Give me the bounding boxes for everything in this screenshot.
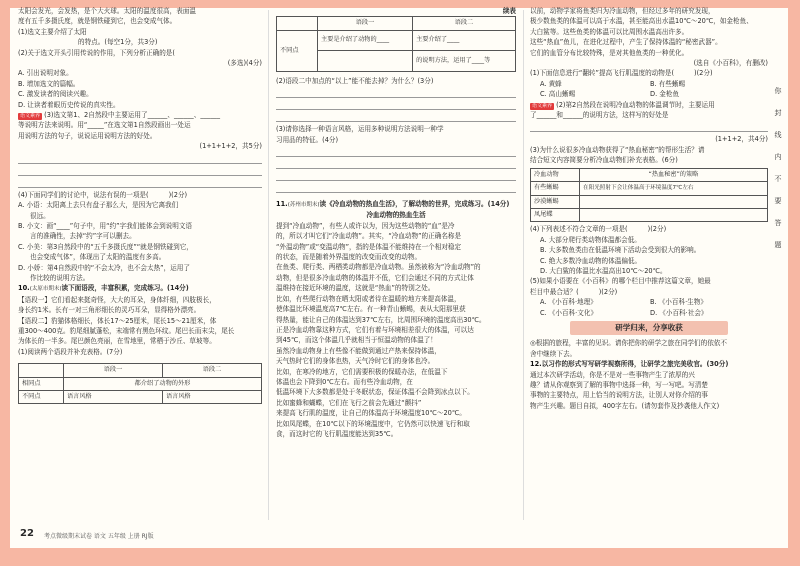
continued-table: 语段一 语段二 不同点 主要是介绍了动物的____ 主要介绍了____ 的说明方法，运用了____等 [276,16,516,71]
question-2: (2)关于选文开头引用传说的作用，下列分析正确的是( [18,48,175,57]
option: B. 小文：画“____”句子中，用“约”字我们能体会到说明文语 [18,221,193,230]
option: B. 增加选文的篇幅。 [18,79,80,88]
column-1 [18,6,262,404]
option: A. 大部分爬行类动物体温都会低。 [540,235,641,244]
question-3-cont: 等说明方法来说明。用“_____”在选文第1自然段画出一处运 [18,121,191,130]
article-title: 冷血动物的热血生活 [366,211,426,220]
segment-2: 重300～400克。豹尾细腻蓬松，末端常有黑色环纹。尾巴长而末尖，尾长 [18,326,235,335]
option: D. 大白鲨的体温比水温高出10℃～20℃。 [540,266,667,275]
answer-line[interactable] [276,112,516,122]
column-divider [268,10,269,520]
article-para: 的，所以才叫它们“冷血动物”。其实，“冷血动物”的正确名称是 [276,232,462,241]
article-para: 大白鲨等。这些鱼类的体温可以比周围水温高出许多。 [530,27,689,36]
option-row: A. 黄蜂 B. 有些蜥蜴 [540,79,686,88]
option: 言的准确性，去掉“约”字可以删去。 [30,232,136,241]
question-2: (2)语段二中加点的“以上”能不能去掉？为什么？(3分) [276,76,434,85]
answer-line[interactable] [530,122,768,132]
strategy-table: 冷血动物 “热血秘密”的策略 有些蜥蜴 在阳光照射下会让体温高于环境温度7℃左右 沙漠蜥蜴 凤尾蝶 [530,168,768,223]
option: 作比较的说明方法。 [30,273,90,282]
intro-line: 度有五千多摄氏度，就是钢铁碰到它，也会变成气体。 [18,17,177,26]
segment-2: 【语段二】豹猫体格细长，体长17～25厘米，尾长15～21厘米，体 [18,316,217,325]
option: D. 小娇：第4自然段中的“不会太冷，也不会太热”，运用了 [18,263,190,272]
article-para: 体温也会下降到0℃左右。而有些冷血动物，在 [276,377,413,386]
question-1: (1)下面信息进行“翻转”提高飞行肌温度的动物是( )(2分) [530,69,713,78]
option: A. 引出说明对象。 [18,69,73,78]
question-3: (3)请你选择一种语言风格，运用多种说明方法说明一种学 [276,125,444,134]
answer-line[interactable] [276,159,516,169]
article-para: 比如蜜蜂和蝴蝶，它们在飞行之前会先通过“颤抖” [276,398,422,407]
article-para: 使体温比环境温度高7℃左右。有一种青山蜥蜴，表从太阳那里获 [276,305,466,314]
question-3-cont: 结合短文内容简要分析冷血动物们补充表格。(6分) [530,156,678,165]
article-para: 动物，但是很多冷血动物的体温并不低，它们会通过不同的方式让体 [276,273,474,282]
question-11: 11.(苏州市期末)读《冷血动物的热血生活》，了解动物的世界，完成练习。(14分) [276,200,510,209]
answer-line[interactable] [18,178,262,188]
option: C. 小美：第3自然段中的“五千多摄氏度”“就是钢铁碰到它， [18,242,193,251]
question-3: (3)为什么说很多冷血动物获得了“热血秘密”的帮形生活？请 [530,145,705,154]
question-10: 10.(太原市期末)读下面语段，丰富积累，完成练习。(14分) [18,284,189,293]
question-2-cont: 了______和______的说明方法，这样写的好处是 [530,111,669,120]
segment-1: 【语段一】它们看起来挺奇怪，大大的耳朵，身体纤细，四肢极长， [18,295,216,304]
article-para: 得热量，能让自己的体温达到37℃左右，比周围环境的温度高出30℃。 [276,315,486,324]
article-para: “外温动物”或“变温动物”，指的是体温不能维持在一个相对稳定 [276,242,462,251]
question-5: (5)如果小语要在《小百科》的哪个栏目中推荐这篇文章，她最 [530,277,711,286]
answer-line[interactable] [18,154,262,164]
question-1-cont: 的特点。(每空1分，共3分) [78,38,158,47]
answer-line[interactable] [276,171,516,181]
option: A. 小语：太阳离上去只有盘子那么大，是因为它离我们 [18,201,179,210]
option: C. 激发读者的阅读兴趣。 [18,90,93,99]
question-2: 语文素养 (2)第2自然段在说明冷血动物的体温调节时，主要运用 [532,100,715,109]
answer-line[interactable] [276,183,516,193]
article-para: 天气热时它们的身体也热，天气冷时它们的身体也冷。 [276,357,435,366]
option: D. 让读者着眼历史传说的真实性。 [18,100,120,109]
option: C. 绝大多数冷血动物的体温偏低。 [540,256,642,265]
option-row: C. 《小百科·文化》 D. 《小百科·社会》 [540,308,708,317]
question-2-cont: (多选)(4分) [227,59,262,68]
binding-margin-notice: 你 封 线 内 不 要 答 题 [774,87,782,249]
article-para: 比如，在寒冷的地方，它们需要积极的保暖办法，在低温下 [276,367,448,376]
question-4: (4)下面同学们的讨论中，说法有误的一项是( )(2分) [18,190,188,199]
option-row: C. 高山蜥蜴 D. 金枪鱼 [540,90,680,99]
article-para: 正是冷血动物靠这种方式，它们有着与环境相差很大的体温，可以达 [276,325,474,334]
score-note: (1+1+2，共4分) [715,135,768,144]
banner-note: ◎根据的旅程，丰富的见识。请你把你的研学之旅在同学们的依依不 [530,339,727,348]
question-3-cont: 用说明方法的句子，说说运用说明方法的好处。 [18,131,157,140]
source-note: (选自《小百科》，有删改) [693,59,768,68]
article-para: 温维持在接近环境的温度，这就是“热血”的特别之处。 [276,284,435,293]
article-para: 食，而这时它的飞行肌温度能达到35℃。 [276,429,398,438]
answer-line[interactable] [276,100,516,110]
answer-line[interactable] [276,147,516,157]
literacy-tag: 语文素养 [532,102,553,109]
option: 很远。 [30,211,50,220]
article-para: 比如凤尾蝶，在10℃以下的环境温度中，它仍然可以快速飞行和取 [276,419,470,428]
footer-text: 考点微级期末试卷 语文 五年级 上册 RJ版 [44,533,154,540]
answer-line[interactable] [276,88,516,98]
essay-prompt: 通过本次研学活动，你是不是对一些事物产生了浓厚的兴 [530,370,695,379]
question-10-1: (1)阅读两个语段并补充表格。(7分) [18,347,123,356]
literacy-tag: 语文素养 [20,113,41,120]
column-divider [523,10,524,520]
article-para: 极少数鱼类的体温可以高于水温，甚至能高出水温10℃～20℃，如金枪鱼、 [530,17,753,26]
article-para: 比如，有些爬行动物在晒太阳或者待在温暖的地方来提高体温， [276,294,461,303]
continued-label: 续表 [502,7,516,15]
question-12: 12.以习作的形式写写研学视察所得，让研学之旅完美收官。(30分) [530,360,729,369]
article-para: 这些“热血”鱼儿，在进化过程中，产生了保持体温的“秘密武器”。 [530,38,722,47]
option: B. 大多数鱼类由在低温环境下活动会受到很大的影响。 [540,246,701,255]
article-para: 在鱼类、爬行类、两栖类动物都是冷血动物。虽然被称为“冷血动物”的 [276,263,481,272]
question-3-cont: 习用品的特征。(4分) [276,135,339,144]
article-para: 它们的血管分布比较特殊，是对其他鱼类的一种优化。 [530,48,689,57]
article-para: 低温环境下大多数都是处于冬眠状态，保证体温不会降到冰点以下。 [276,388,474,397]
option-row: A. 《小百科·地理》 B. 《小百科·生物》 [540,298,707,307]
page-number: 22 [20,528,34,539]
score-note: (1+1+1+2，共5分) [199,142,262,151]
article-para: 来提高飞行肌的温度，让自己的体温高于环境温度10℃～20℃。 [276,409,466,418]
essay-prompt: 物产生兴趣。题目自拟，400字左右。(请勿套作及抄袭他人作文) [530,401,720,410]
article-para: 的状态，而是随着外界温度的改变而改变的动物。 [276,253,422,262]
banner-note: 舍中继续下去。 [530,349,577,358]
article-para: 到45℃，而这个体温几乎就相当于恒温动物的体温了！ [276,336,437,345]
segment-1: 身长约1米。长有一对三角形细长的灵巧耳朵，显得格外漂亮。 [18,306,201,315]
article-para: 提到“冷血动物”，有些人或许以为，因为这些动物的“血”是冷 [276,221,455,230]
article-para: 以前，动物学家将鱼类归为冷血动物，但经过多年的研究发现， [530,7,715,15]
section-banner: 研学归来，分享收获 [570,321,728,335]
article-para: 虽然冷血动物身上有些像不能做到通过产热来保持体温， [276,346,441,355]
option: 也会变成气体”，体现出了太阳的温度有多高。 [30,253,166,262]
essay-prompt: 事物的主要特点，用上恰当的说明方法，让别人对你介绍的事 [530,391,709,400]
essay-prompt: 趣？请从你观察到了解的事物中选择一种，写一写吧。写清楚 [530,381,709,389]
comparison-table: 语段一 语段二 相同点 都介绍了动物的外形 不同点 语言风格 语言风格 [18,363,262,404]
segment-2: 为体长的一半多。尾巴颜色亮丽，在雪地里，常栖于沙丘、草坡等。 [18,337,216,346]
question-3: 语文素养 (3)选文第1、2自然段中主要运用了______、______、______ [20,111,221,120]
column-3 [530,6,768,411]
question-5-cont: 栏目中最合适？( )(2分) [530,287,618,296]
question-4: (4)下列表述不符合文章的一项是( )(2分) [530,225,667,234]
intro-line: 太阳会发光，会发热，是个大火球。太阳的温度很高，表面温 [18,7,197,15]
column-2 [276,6,516,439]
answer-line[interactable] [18,166,262,176]
question-1: (1)选文主要介绍了太阳 [18,27,87,36]
